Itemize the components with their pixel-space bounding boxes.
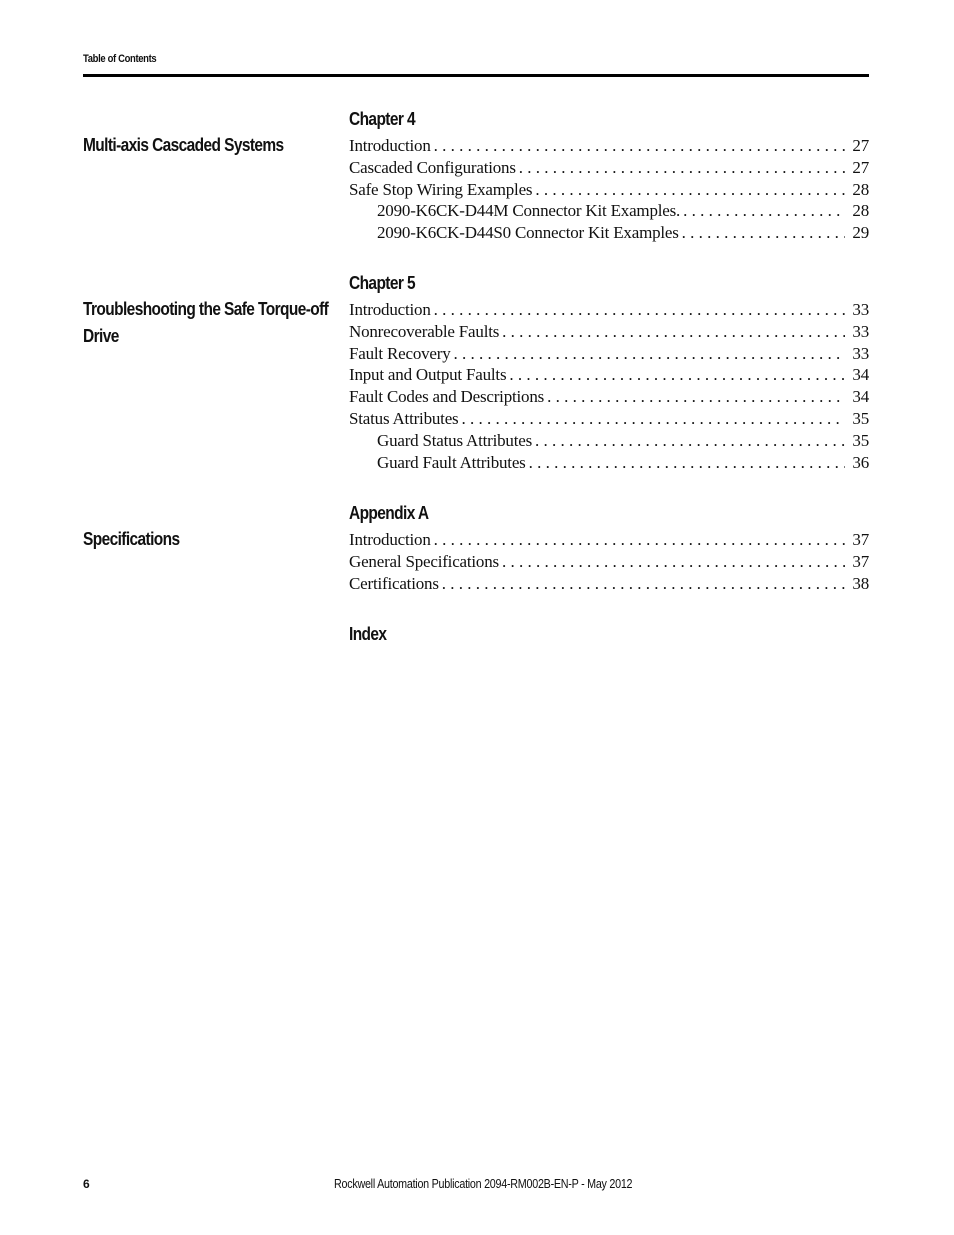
chapter-label-appendix-a: Appendix A (349, 503, 429, 523)
toc-entry[interactable] (349, 223, 869, 245)
section-title-chapter-5 (83, 296, 329, 350)
toc-entry-text: Introduction (349, 300, 431, 319)
toc-entry-page: 27 (852, 136, 869, 155)
toc-entry[interactable] (349, 180, 869, 202)
dot-leader (434, 136, 845, 156)
dot-leader (502, 322, 845, 342)
footer-page-number: 6 (83, 1177, 90, 1191)
dot-leader (535, 180, 845, 200)
toc-entry-page: 34 (852, 365, 869, 385)
toc-entry[interactable] (349, 300, 869, 322)
toc-entry[interactable] (349, 409, 869, 431)
toc-entry-text: Guard Status Attributes (377, 430, 532, 450)
toc-entry[interactable] (349, 365, 869, 387)
dot-leader (683, 201, 845, 221)
dot-leader (434, 530, 845, 550)
toc-entry[interactable] (349, 552, 869, 574)
dot-leader (535, 431, 845, 451)
toc-entry-page: 33 (852, 321, 869, 341)
section-title-line: Specifications (83, 529, 180, 549)
chapter-label-5: Chapter 5 (349, 273, 415, 293)
toc-list-chapter-5 (349, 300, 869, 474)
toc-entry-text: Fault Codes and Descriptions (349, 387, 545, 407)
toc-entry-page: 35 (852, 430, 869, 450)
toc-entry[interactable] (349, 158, 869, 180)
section-title-line: Multi-axis Cascaded Systems (83, 135, 284, 155)
toc-entry-text: Status Attributes (349, 408, 459, 428)
toc-entry-page: 36 (852, 452, 869, 472)
toc-entry[interactable] (349, 387, 869, 409)
toc-entry-text: Safe Stop Wiring Examples (349, 179, 533, 199)
toc-entry[interactable] (349, 453, 869, 475)
toc-entry-text: Input and Output Faults (349, 365, 507, 385)
toc-entry[interactable] (349, 322, 869, 344)
section-title-line: Drive (83, 326, 119, 346)
toc-entry-page: 27 (852, 157, 869, 177)
toc-entry-page: 34 (852, 387, 869, 407)
header-rule (83, 74, 869, 77)
index-label[interactable]: Index (349, 624, 387, 644)
toc-entry-page: 35 (852, 408, 869, 428)
toc-entry-text: Fault Recovery (349, 343, 451, 363)
toc-entry-text: 2090-K6CK-D44M Connector Kit Examples. (377, 201, 681, 221)
footer-publication: Rockwell Automation Publication 2094-RM002B-EN-P - May 2012 (334, 1177, 633, 1191)
toc-entry[interactable] (349, 431, 869, 453)
toc-entry[interactable] (349, 344, 869, 366)
toc-entry-page: 29 (852, 223, 869, 243)
toc-entry-text: Introduction (349, 136, 431, 155)
toc-entry-page: 37 (852, 530, 869, 549)
section-title-chapter-4 (83, 132, 308, 159)
section-title-appendix-a (83, 526, 308, 553)
dot-leader (442, 574, 845, 594)
toc-entry-text: Introduction (349, 530, 431, 549)
dot-leader (519, 158, 845, 178)
toc-entry[interactable] (349, 201, 869, 223)
dot-leader (682, 223, 845, 243)
toc-entry-text: Cascaded Configurations (349, 157, 516, 177)
toc-entry-page: 28 (852, 201, 869, 221)
toc-entry-page: 33 (852, 300, 869, 319)
toc-entry-page: 33 (852, 343, 869, 363)
section-title-line: Troubleshooting the Safe Torque-off (83, 299, 329, 319)
toc-entry-page: 28 (852, 179, 869, 199)
dot-leader (461, 409, 845, 429)
dot-leader (529, 453, 845, 473)
toc-entry[interactable] (349, 530, 869, 552)
toc-list-appendix-a (349, 530, 869, 595)
toc-entry-text: General Specifications (349, 551, 499, 571)
dot-leader (502, 552, 845, 572)
toc-entry[interactable] (349, 574, 869, 596)
toc-entry-page: 38 (852, 573, 869, 593)
toc-entry-text: Nonrecoverable Faults (349, 321, 500, 341)
toc-entry-page: 37 (852, 551, 869, 571)
toc-entry-text: 2090-K6CK-D44S0 Connector Kit Examples (377, 223, 679, 243)
toc-entry-text: Certifications (349, 573, 439, 593)
toc-entry-text: Guard Fault Attributes (377, 452, 526, 472)
toc-list-chapter-4 (349, 136, 869, 245)
dot-leader (454, 344, 845, 364)
toc-entry[interactable] (349, 136, 869, 158)
running-head-title: Table of Contents (83, 53, 157, 65)
dot-leader (509, 365, 845, 385)
dot-leader (434, 300, 845, 320)
dot-leader (547, 387, 845, 407)
chapter-label-4: Chapter 4 (349, 109, 415, 129)
